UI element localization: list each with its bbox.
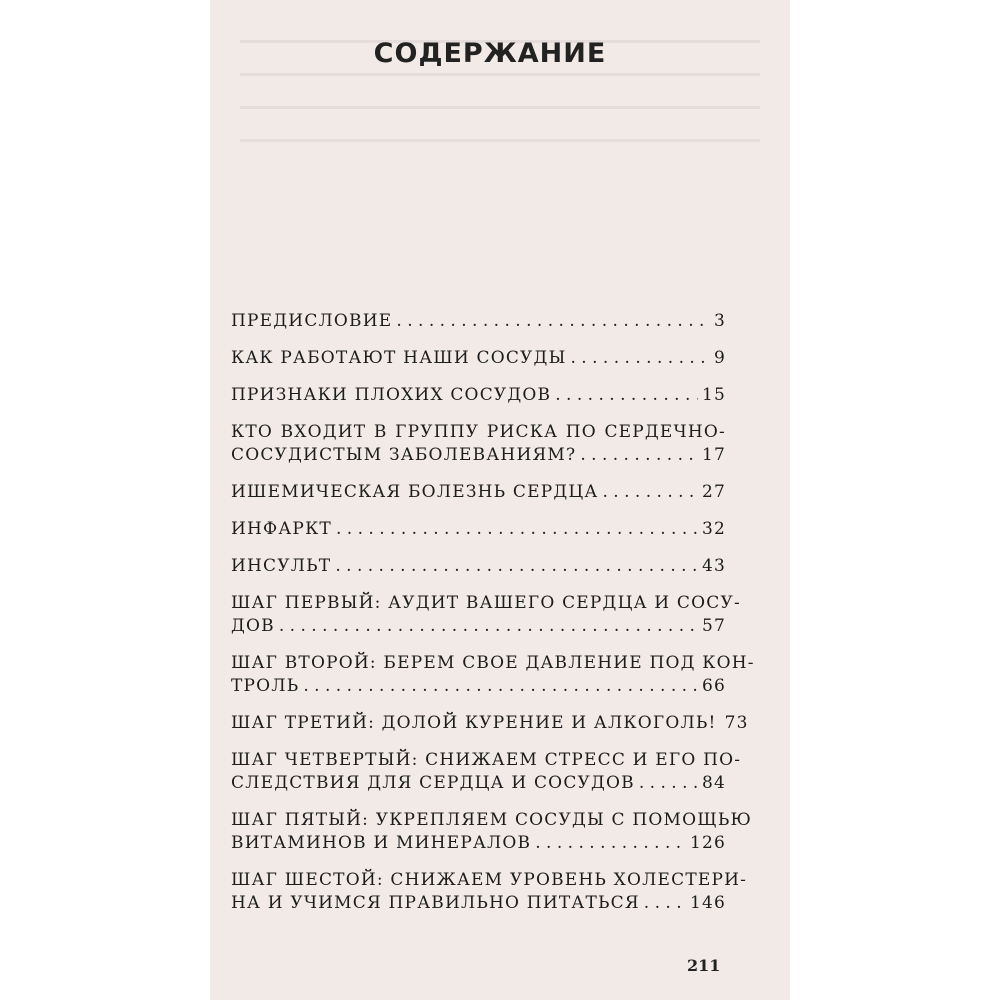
toc-page-number: 32 [701, 519, 726, 539]
toc-entry-line [231, 615, 726, 638]
toc-entry-line [231, 832, 726, 855]
dot-leader [335, 555, 698, 578]
toc-entry [231, 347, 726, 370]
dot-leader [336, 518, 698, 541]
toc-entry-line [231, 518, 726, 541]
toc-entry-text: ДОВ [231, 616, 275, 636]
toc-entry-text: ШАГ ВТОРОЙ: БЕРЕМ СВОЕ ДАВЛЕНИЕ ПОД КОН- [231, 653, 755, 673]
toc-page-number: 126 [689, 833, 726, 853]
toc-entry-text: ШАГ ТРЕТИЙ: ДОЛОЙ КУРЕНИЕ И АЛКОГОЛЬ! [231, 713, 717, 733]
table-of-contents [231, 310, 755, 929]
toc-page-number: 73 [724, 713, 749, 733]
dot-leader [639, 772, 698, 795]
book-page [210, 0, 790, 1000]
toc-entry-line [231, 555, 726, 578]
dot-leader [555, 384, 698, 407]
toc-entry [231, 749, 742, 795]
toc-entry-text: ПРИЗНАКИ ПЛОХИХ СОСУДОВ [231, 385, 552, 405]
toc-entry-line [231, 892, 726, 915]
dot-leader [396, 310, 710, 333]
toc-entry-text: ВИТАМИНОВ И МИНЕРАЛОВ [231, 833, 532, 853]
page-title: СОДЕРЖАНИЕ [373, 38, 607, 69]
toc-entry-text: КТО ВХОДИТ В ГРУППУ РИСКА ПО СЕРДЕЧНО- [231, 422, 726, 442]
toc-entry [231, 518, 726, 541]
toc-entry-text: ПРЕДИСЛОВИЕ [231, 311, 393, 331]
toc-entry-text: СЛЕДСТВИЯ ДЛЯ СЕРДЦА И СОСУДОВ [231, 773, 635, 793]
toc-entry [231, 384, 726, 407]
toc-entry-line [231, 384, 726, 407]
dot-leader [279, 615, 698, 638]
toc-entry-text: ШАГ ЧЕТВЕРТЫЙ: СНИЖАЕМ СТРЕСС И ЕГО ПО- [231, 750, 742, 770]
toc-entry-line [231, 444, 726, 467]
toc-entry-text: ИНФАРКТ [231, 519, 332, 539]
toc-page-number: 27 [701, 482, 726, 502]
toc-page-number: 146 [689, 893, 726, 913]
toc-page-number: 3 [713, 311, 726, 331]
toc-entry-text: КАК РАБОТАЮТ НАШИ СОСУДЫ [231, 348, 567, 368]
toc-entry [231, 555, 726, 578]
toc-entry [231, 592, 741, 638]
toc-page-number: 57 [701, 616, 726, 636]
toc-entry-text: ШАГ ШЕСТОЙ: СНИЖАЕМ УРОВЕНЬ ХОЛЕСТЕРИ- [231, 870, 748, 890]
dot-leader [571, 347, 710, 370]
dot-leader [602, 481, 697, 504]
toc-entry [231, 481, 726, 504]
toc-entry [231, 869, 748, 915]
toc-entry [231, 712, 749, 735]
toc-entry [231, 809, 753, 855]
toc-entry-text: ИШЕМИЧЕСКАЯ БОЛЕЗНЬ СЕРДЦА [231, 482, 599, 502]
toc-entry-line [231, 347, 726, 370]
toc-entry-text: ШАГ ПЕРВЫЙ: АУДИТ ВАШЕГО СЕРДЦА И СОСУ- [231, 593, 741, 613]
dot-leader [535, 832, 686, 855]
toc-page-number: 84 [701, 773, 726, 793]
dot-leader [303, 675, 698, 698]
toc-page-number: 66 [701, 676, 726, 696]
toc-entry-text: ТРОЛЬ [231, 676, 300, 696]
dot-leader [644, 892, 686, 915]
toc-page-number: 43 [701, 556, 726, 576]
toc-entry-text: ИНСУЛЬТ [231, 556, 332, 576]
toc-entry [231, 310, 726, 333]
toc-entry [231, 652, 755, 698]
toc-entry-text: НА И УЧИМСЯ ПРАВИЛЬНО ПИТАТЬСЯ [231, 893, 640, 913]
toc-entry-line [231, 712, 749, 735]
toc-entry-line [231, 675, 726, 698]
toc-entry-line [231, 310, 726, 333]
toc-entry [231, 421, 726, 467]
toc-entry-line [231, 481, 726, 504]
toc-page-number: 9 [713, 348, 726, 368]
dot-leader [580, 444, 698, 467]
toc-page-number: 15 [701, 385, 726, 405]
toc-entry-text: СОСУДИСТЫМ ЗАБОЛЕВАНИЯМ? [231, 445, 577, 465]
toc-entry-text: ШАГ ПЯТЫЙ: УКРЕПЛЯЕМ СОСУДЫ С ПОМОЩЬЮ [231, 810, 753, 830]
toc-page-number: 17 [701, 445, 726, 465]
page-number: 211 [687, 956, 721, 975]
toc-entry-line [231, 772, 726, 795]
